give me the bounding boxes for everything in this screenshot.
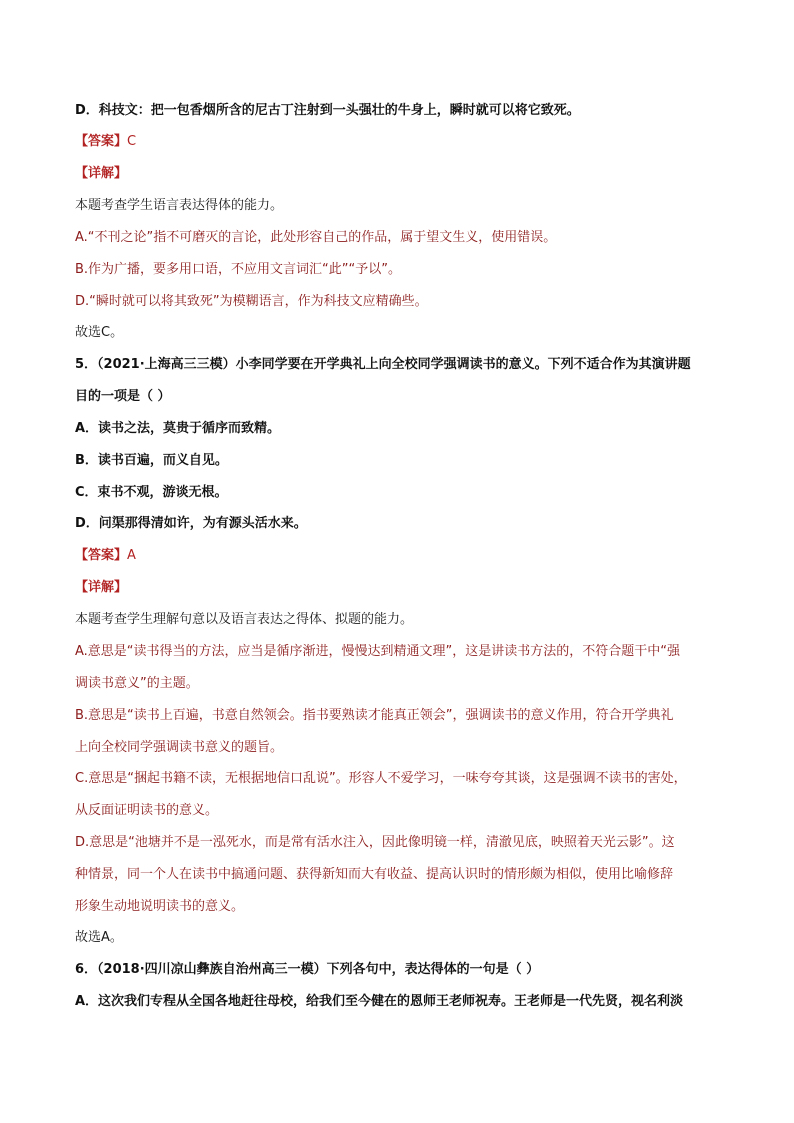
q4-explanation-b: B.作为广播，要多用口语，不应用文言词汇“此”“予以”。 (75, 262, 401, 277)
q4-answer (75, 132, 136, 152)
q4-option-d: D．科技文：把一包香烟所含的尼古丁注射到一头强壮的牛身上，瞬时就可以将它致死。 (75, 103, 580, 118)
q5-option-d: D．问渠那得清如许，为有源头活水来。 (75, 516, 307, 531)
q5-explanation-b-2: 上向全校同学强调读书意义的题旨。 (75, 740, 284, 755)
q4-explanation-a: A.“不刊之论”指不可磨灭的言论，此处形容自己的作品，属于望文生义，使用错误。 (75, 230, 557, 245)
answer-value: C (127, 134, 137, 149)
q4-conclusion: 故选C。 (75, 325, 124, 340)
q5-explanation-a-2: 调读书意义”的主题。 (75, 676, 199, 691)
answer-value: A (127, 548, 136, 563)
q5-explanation-d-3: 形象生动地说明读书的意义。 (75, 899, 245, 914)
q5-conclusion: 故选A。 (75, 930, 123, 945)
q4-intro: 本题考查学生语言表达得体的能力。 (75, 198, 284, 213)
q6-option-a: A．这次我们专程从全国各地赶往母校，给我们至今健在的恩师王老师祝寿。王老师是一代先贤，视名利淡 (75, 994, 684, 1009)
q5-option-c: C．束书不观，游谈无根。 (75, 485, 228, 500)
q6-stem: 6．（2018·四川凉山彝族自治州高三一模）下列各句中，表达得体的一句是（ ） (75, 962, 540, 977)
q5-explanation-d-1: D.意思是“池塘并不是一泓死水，而是常有活水注入，因此像明镜一样，清澈见底，映照着天光云影”。这 (75, 835, 675, 850)
q5-stem-line1: 5．（2021·上海高三三模）小李同学要在开学典礼上向全校同学强调读书的意义。下列不适合作为其演讲题 (75, 357, 691, 372)
q5-option-b: B．读书百遍，而义自见。 (75, 453, 228, 468)
q5-option-a: A．读书之法，莫贵于循序而致精。 (75, 421, 281, 436)
q5-answer (75, 546, 136, 566)
q5-stem-line2: 目的一项是（ ） (75, 389, 171, 404)
q5-explanation-a-1: A.意思是“读书得当的方法，应当是循序渐进，慢慢达到精通文理”，这是讲读书方法的，不符合题干中“强 (75, 644, 681, 659)
q5-intro: 本题考查学生理解句意以及语言表达之得体、拟题的能力。 (75, 612, 414, 627)
q5-explanation-b-1: B.意思是“读书上百遍，书意自然领会。指书要熟读才能真正领会”，强调读书的意义作用，符合开学典礼 (75, 708, 674, 723)
q5-explanation-c-2: 从反面证明读书的意义。 (75, 803, 219, 818)
q4-explanation-d: D.“瞬时就可以将其致死”为模糊语言，作为科技文应精确些。 (75, 294, 428, 309)
q4-detail-tag: 【详解】 (75, 166, 128, 181)
answer-tag: 【答案】 (75, 548, 128, 563)
answer-tag: 【答案】 (75, 134, 128, 149)
q5-detail-tag: 【详解】 (75, 580, 128, 595)
q5-explanation-d-2: 种情景，同一个人在读书中搞通问题、获得新知而大有收益、提高认识时的情形颇为相似，使用比喻修辞 (75, 867, 674, 882)
q5-explanation-c-1: C.意思是“捆起书籍不读，无根据地信口乱说”。形容人不爱学习，一味夸夸其谈，这是强调不读书的害处， (75, 771, 687, 786)
